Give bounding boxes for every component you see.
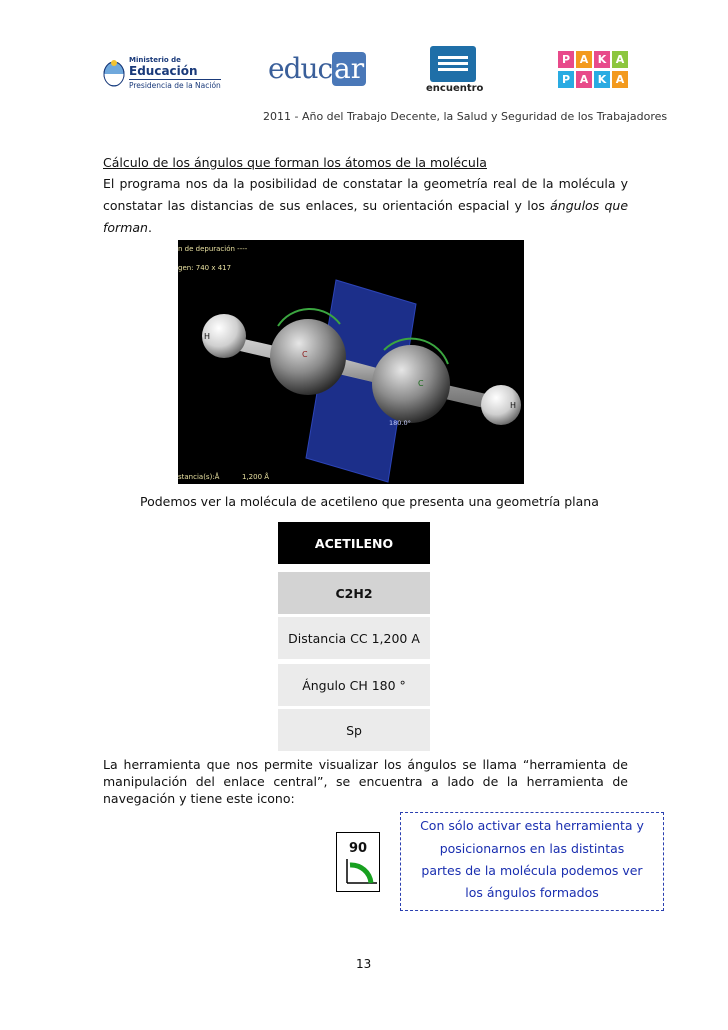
page-number: 13 [356,957,372,971]
note-line: Con sólo activar esta herramienta y [420,818,644,833]
paragraph-line: navegación y tiene este icono: [103,791,295,806]
argentina-shield-icon [103,59,125,87]
atom-label: C [418,379,424,388]
note-line: partes de la molécula podemos ver [421,863,643,878]
paragraph-text: constatar las distancias de sus enlaces, su orientación espacial y los [103,198,551,213]
pakapaka-letter: A [612,51,628,68]
atom-label: H [510,401,517,410]
ministerio-logo [103,53,221,93]
paragraph-emphasis: forman [103,220,148,235]
note-line: los ángulos formados [465,885,599,900]
paragraph-tool [103,756,628,807]
ministerio-line1: Ministerio de [129,56,181,64]
angle-arc-icon [337,833,379,891]
section-title: Cálculo de los ángulos que forman los átomos de la molécula [103,155,487,170]
carbon-atom-left [270,319,346,395]
ministerio-line3: Presidencia de la Nación [129,81,221,90]
carbon-atom-right [372,345,450,423]
distance-label: stancia(s):Å [178,473,220,481]
educar-ar-text: ar [334,52,365,85]
note-line: posicionarnos en las distintas [439,841,625,856]
molecule-render [178,240,524,484]
distance-value: 1,200 Å [242,473,270,481]
encuentro-box-icon [430,46,476,82]
debug-size: gen: 740 x 417 [178,264,232,272]
paragraph-line: La herramienta que nos permite visualizar los ángulos se llama “herramienta de [103,757,628,772]
pakapaka-logo [558,51,630,91]
angle-tool-value: 90 [349,841,368,856]
angle-readout: 180.0° [389,419,411,427]
header-tagline: 2011 - Año del Trabajo Decente, la Salud y Seguridad de los Trabajadores [263,110,668,123]
table-angle-cell: Ángulo CH 180 ° [278,664,430,706]
figure-caption: Podemos ver la molécula de acetileno que presenta una geometría plana [140,494,599,509]
angle-tool-icon [336,832,380,892]
encuentro-text: encuentro [426,83,484,94]
acetylene-molecule-screenshot [178,240,524,484]
table-distance-cell: Distancia CC 1,200 A [278,617,430,659]
paragraph-line [103,195,628,217]
pakapaka-letter: A [576,71,592,88]
paragraph-intro [103,173,628,239]
paragraph-line: El programa nos da la posibilidad de constatar la geometría real de la molécula y [103,176,628,191]
paragraph-emphasis: ángulos que [550,198,629,213]
table-formula-cell: C2H2 [278,572,430,614]
ministerio-line2: Educación [129,64,198,78]
educar-logo [268,50,368,90]
atom-label: H [204,332,211,341]
pakapaka-letter: A [576,51,592,68]
pakapaka-letter: P [558,71,574,88]
debug-title: n de depuración ---- [178,245,248,253]
pakapaka-letter: A [612,71,628,88]
educar-text: educ [268,52,333,85]
pakapaka-letter: P [558,51,574,68]
pakapaka-letter: K [594,51,610,68]
paragraph-text: . [147,220,152,235]
table-name-cell: ACETILENO [278,522,430,564]
paragraph-line [103,217,628,239]
paragraph-line: manipulación del enlace central”, se encuentra a lado de la herramienta de [103,774,628,789]
table-hybridization-cell: Sp [278,709,430,751]
atom-label: C [302,350,308,359]
pakapaka-letter: K [594,71,610,88]
encuentro-logo [426,46,484,96]
note-box [400,812,664,911]
